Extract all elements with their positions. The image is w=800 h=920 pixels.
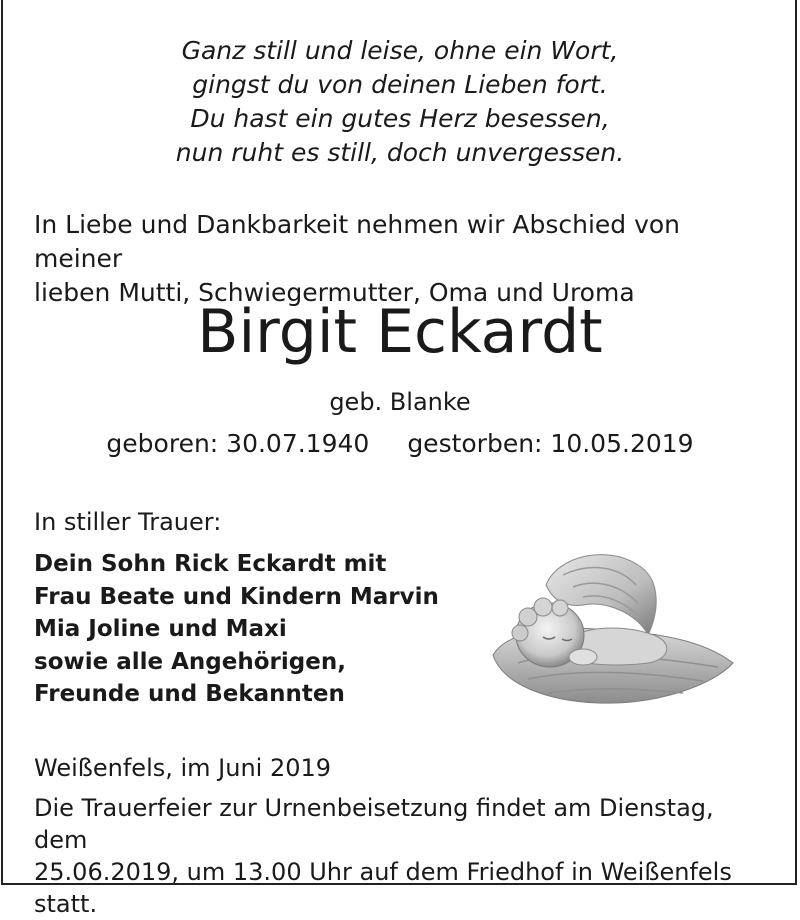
deceased-name: Birgit Eckardt: [197, 297, 603, 367]
mourner-line: Frau Beate und Kindern Marvin: [34, 583, 439, 610]
mourner-line: Mia Joline und Maxi: [34, 616, 287, 642]
mourning-label: In stiller Trauer:: [34, 508, 222, 536]
death-date: gestorben: 10.05.2019: [407, 429, 694, 458]
service-line: 25.06.2019, um 13.00 Uhr auf dem Friedhof in Weißenfels statt.: [34, 858, 732, 918]
birth-name: geb. Blanke: [329, 388, 471, 416]
intro-line: lieben Mutti, Schwiegermutter, Oma und Uroma: [34, 278, 635, 307]
mourner-line: Dein Sohn Rick Eckardt mit: [34, 551, 387, 577]
place-and-date: Weißenfels, im Juni 2019: [34, 754, 332, 782]
poem-line: nun ruht es still, doch unvergessen.: [175, 138, 625, 167]
funeral-service-info: [34, 792, 774, 920]
birth-date: geboren: 30.07.1940: [106, 429, 370, 458]
poem-line: Du hast ein gutes Herz besessen,: [190, 104, 610, 133]
poem-line: gingst du von deinen Lieben fort.: [192, 70, 608, 99]
intro-line: In Liebe und Dankbarkeit nehmen wir Abschied von meiner: [34, 210, 681, 273]
memorial-poem: [0, 34, 800, 170]
life-dates: [0, 426, 800, 462]
mourner-line: Freunde und Bekannten: [34, 681, 345, 707]
service-line: Die Trauerfeier zur Urnenbeisetzung findet am Dienstag, dem: [34, 794, 714, 854]
poem-line: Ganz still und leise, ohne ein Wort,: [181, 36, 619, 65]
sleeping-angel-figurine-icon: [488, 545, 738, 710]
mourner-line: sowie alle Angehörigen,: [34, 648, 346, 675]
mourners-list: [34, 548, 474, 711]
